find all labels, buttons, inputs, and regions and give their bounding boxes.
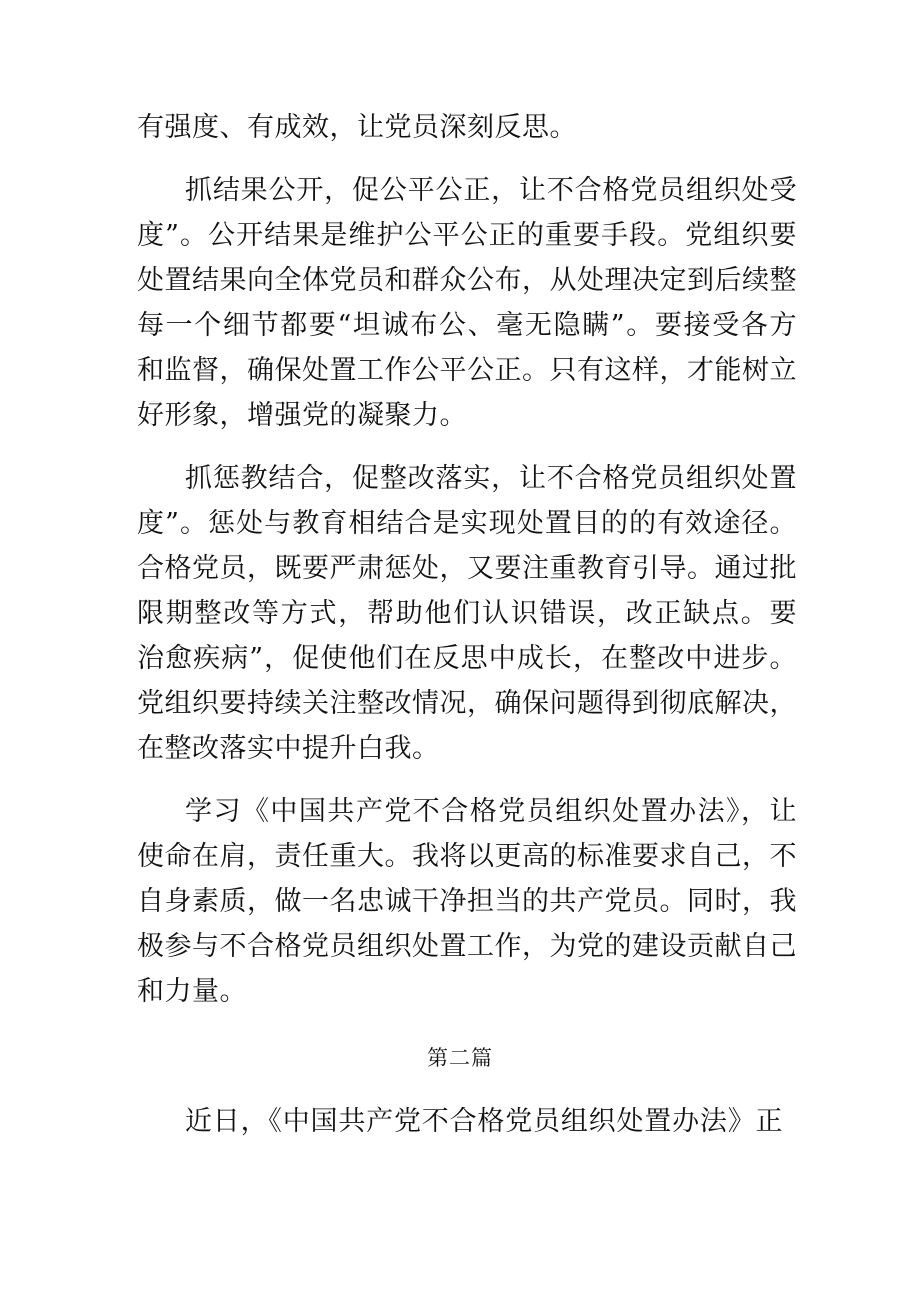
- paragraph-line: 好形象，增强党的凝聚力。: [137, 400, 467, 431]
- paragraph-line: 极参与不合格党员组织处置工作，为党的建设贡献自己: [137, 931, 797, 962]
- paragraph-line: 度”。惩处与教育相结合是实现处置目的的有效途径。: [137, 508, 797, 539]
- paragraph-line: 限期整改等方式，帮助他们认识错误，改正缺点。要: [137, 598, 797, 629]
- paragraph-line: 处置结果向全体党员和群众公布，从处理决定到后续整: [137, 265, 797, 296]
- paragraph-line: 每一个细节都要“坦诚布公、毫无隐瞒”。要接受各方: [137, 310, 797, 341]
- paragraph-line: 使命在肩，责任重大。我将以更高的标准要求自己，不: [137, 841, 797, 872]
- paragraph-line: 治愈疾病”，促使他们在反思中成长，在整改中进步。: [137, 643, 797, 674]
- paragraph-line: 近日，《中国共产党不合格党员组织处置办法》正: [185, 1106, 783, 1137]
- section-heading: 第二篇: [427, 1046, 493, 1070]
- paragraph-line: 度”。公开结果是维护公平公正的重要手段。党组织要: [137, 220, 797, 251]
- paragraph-line: 和力量。: [137, 976, 247, 1007]
- paragraph-line: 合格党员，既要严肃惩处，又要注重教育引导。通过批: [137, 553, 797, 584]
- paragraph-line: 和监督，确保处置工作公平公正。只有这样，才能树立: [137, 355, 797, 386]
- paragraph-line: 抓结果公开，促公平公正，让不合格党员组织处受: [185, 175, 797, 206]
- paragraph-line: 学习《中国共产党不合格党员组织处置办法》，让: [185, 796, 797, 827]
- paragraph-line: 有强度、有成效，让党员深刻反思。: [137, 112, 577, 143]
- paragraph-line: 自身素质，做一名忠诚干净担当的共产党员。同时，我: [137, 886, 797, 917]
- paragraph-line: 在整改落实中提升白我。: [137, 733, 440, 764]
- paragraph-line: 党组织要持续关注整改情况，确保问题得到彻底解决，: [137, 688, 797, 719]
- paragraph-line: 抓惩教结合，促整改落实，让不合格党员组织处置: [185, 463, 797, 494]
